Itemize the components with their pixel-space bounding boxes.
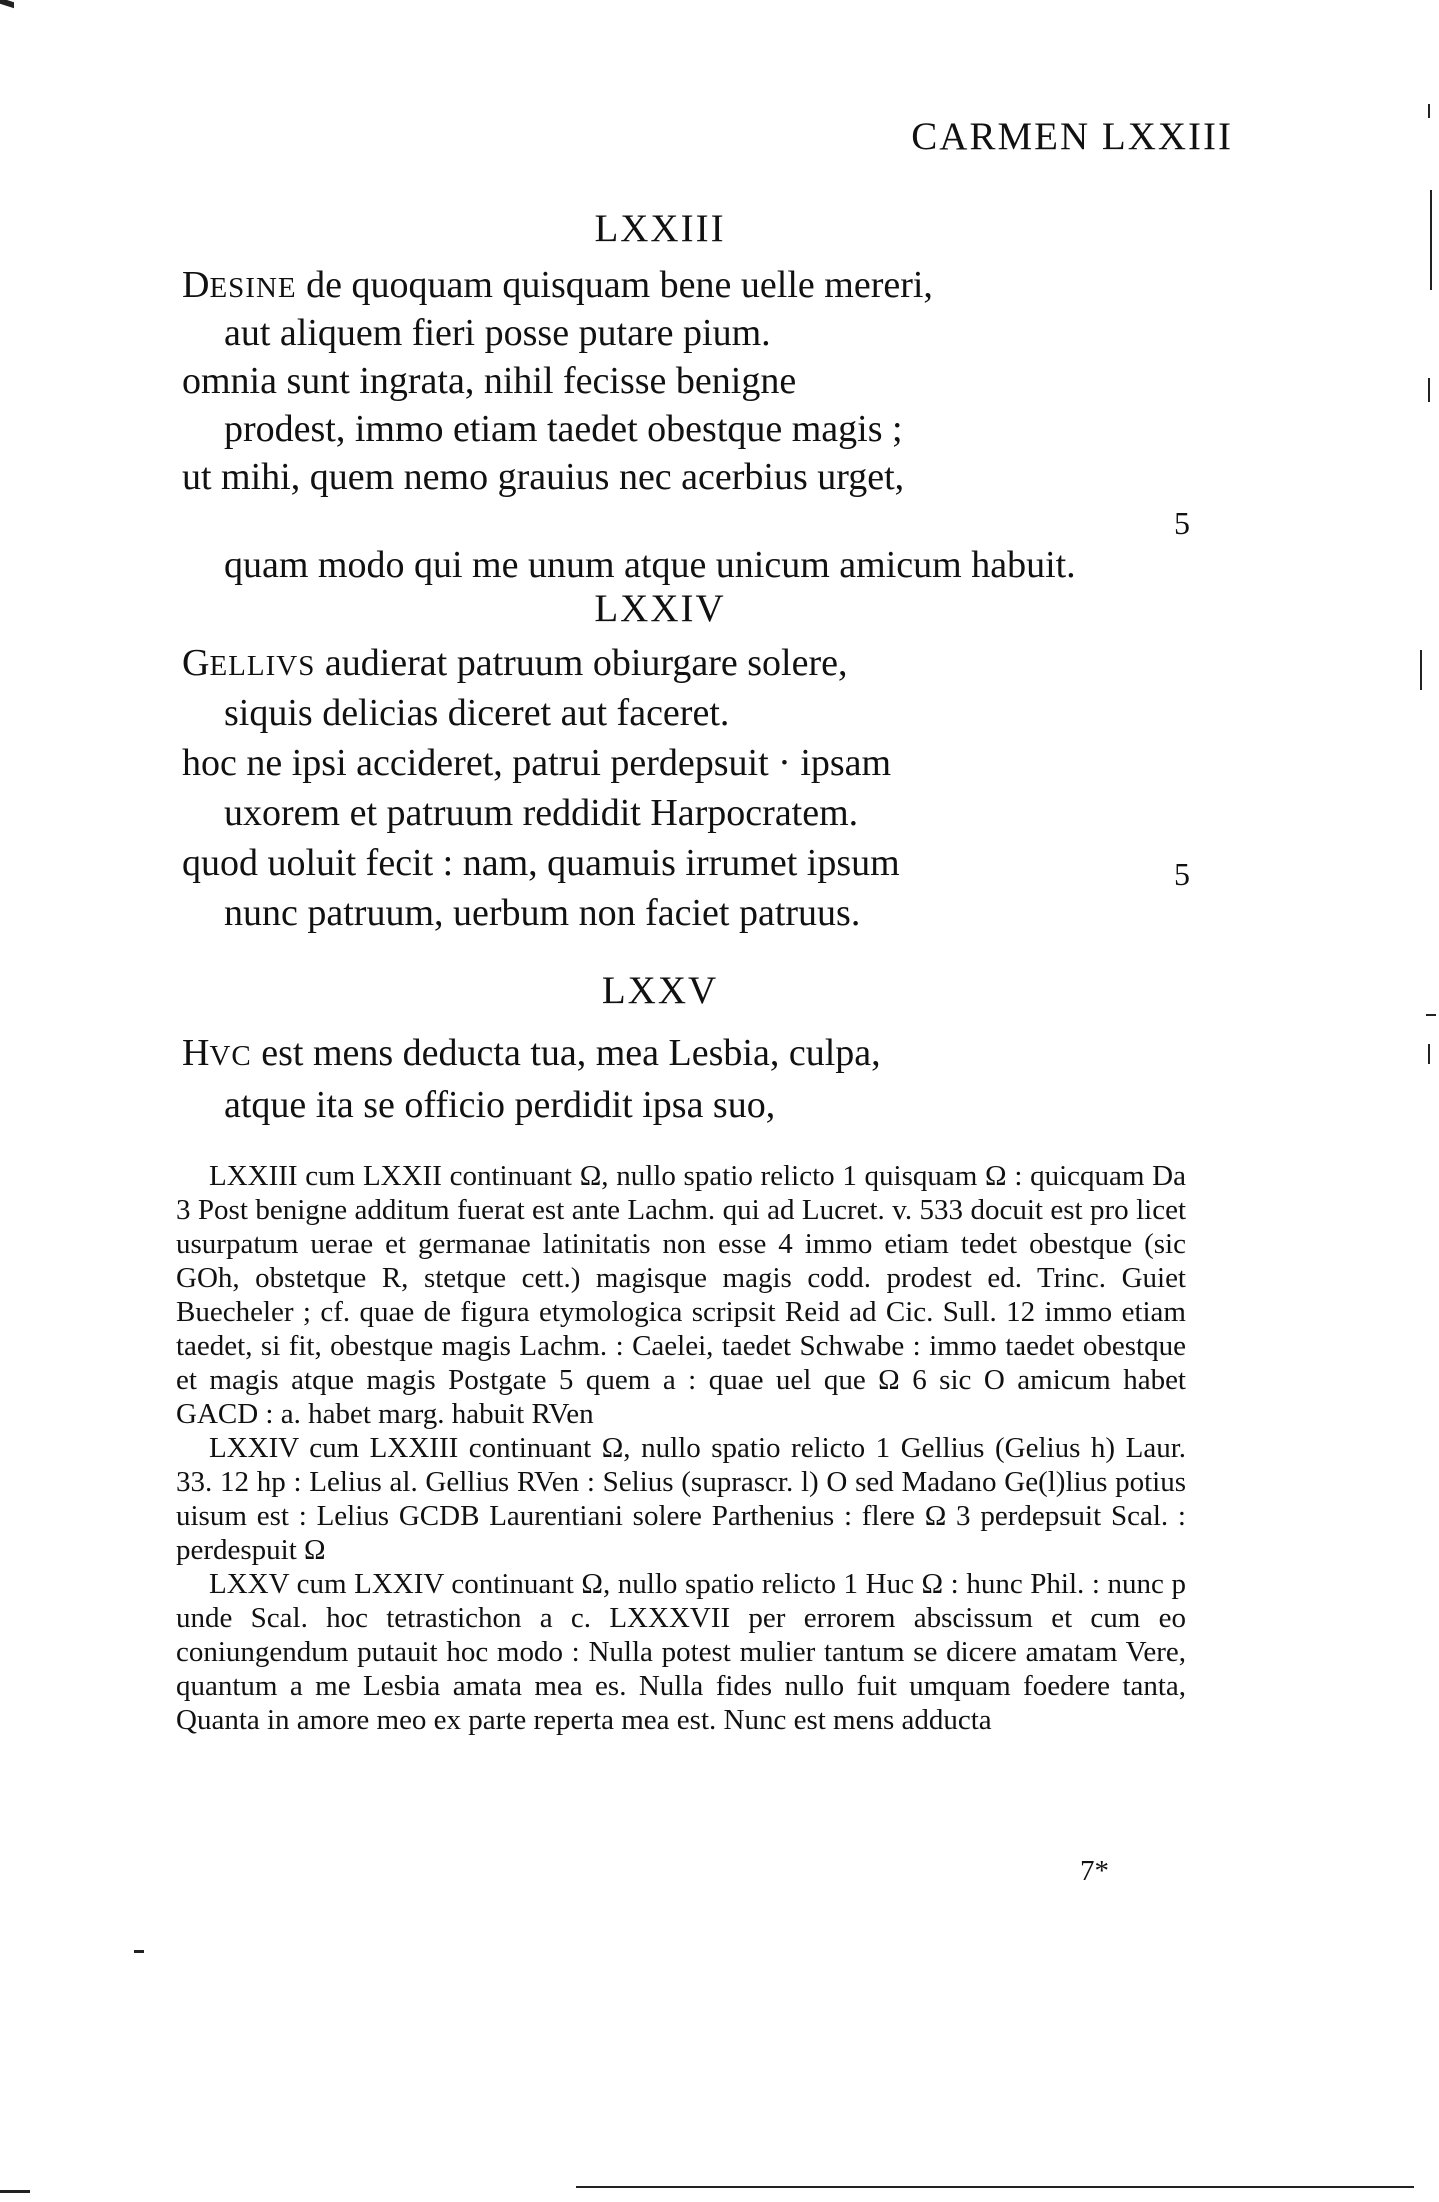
- corner-mark: [0, 0, 14, 8]
- bottom-corner-mark: [0, 2190, 30, 2193]
- verse-line: prodest, immo etiam taedet obestque magis ;: [224, 408, 903, 450]
- apparatus-note-lxxv: LXXV cum LXXIV continuant Ω, nullo spatio relicto 1 Huc Ω : hunc Phil. : nunc p unde Scal. hoc tetrastichon a c. LXXXVII per errorem abscissum et cum eo coniungendum putauit hoc modo : Nulla potest mulier tantum se dicere amatam Vere, quantum a me Lesbia amata mea es. Nulla fides nullo fuit umquam foedere tanta, Quanta in amore meo ex parte reperta mea est. Nunc est mens adducta: [176, 1568, 1186, 1736]
- edge-mark: [1428, 378, 1430, 402]
- edge-mark: [1420, 650, 1422, 690]
- critical-apparatus: [176, 1159, 1186, 1737]
- edge-mark: [1428, 104, 1430, 118]
- small-caps: VC: [209, 1040, 252, 1072]
- verse-line: uxorem et patruum reddidit Harpocratem.: [224, 792, 859, 834]
- apparatus-note-lxxiii: LXXIII cum LXXII continuant Ω, nullo spatio relicto 1 quisquam Ω : quicquam Da 3 Post benigne additum fuerat est ante Lachm. qui ad Lucret. v. 533 docuit est pro licet usurpatum uerae et germanae latinitatis non esse 4 immo etiam tedet obestque (sic GOh, obstetque R, stetque cett.) magisque magis codd. prodest ed. Trinc. Guiet Buecheler ; cf. quae de figura etymologica scripsit Reid ad Cic. Sull. 12 immo etiam taedet, si fit, obestque magis Lachm. : Caelei, taedet Schwabe : immo taedet obestque et magis atque magis Postgate 5 quem a : quae uel que Ω 6 sic O amicum habet GACD : a. habet marg. habuit RVen: [176, 1160, 1186, 1430]
- verse-text: audierat patruum obiurgare solere,: [315, 642, 848, 684]
- edge-mark: [1430, 190, 1432, 290]
- verse-line: nunc patruum, uerbum non faciet patruus.: [224, 892, 861, 934]
- verse-line: atque ita se officio perdidit ipsa suo,: [224, 1084, 776, 1126]
- poem-title-lxxv: LXXV: [601, 969, 719, 1012]
- apparatus-note-lxxiv: LXXIV cum LXXIII continuant Ω, nullo spatio relicto 1 Gellius (Gelius h) Laur. 33. 12 hp : Lelius al. Gellius RVen : Selius (suprascr. l) O sed Madano Ge(l)lius potius uisum est : Lelius GCDB Laurentiani solere Parthenius : flere Ω 3 perdepsuit Scal. : perdespuit Ω: [176, 1432, 1186, 1566]
- verse-line: siquis delicias diceret aut faceret.: [224, 692, 730, 734]
- verse-text: de quoquam quisquam bene uelle mereri,: [296, 264, 933, 306]
- bottom-rule: [576, 2186, 1414, 2188]
- verse-line: [182, 1030, 881, 1080]
- initial-cap: H: [182, 1032, 210, 1074]
- running-title: CARMEN LXXIII: [911, 115, 1233, 158]
- margin-dash: [134, 1950, 144, 1953]
- verse-line: aut aliquem fieri posse putare pium.: [224, 312, 771, 354]
- poem-title-lxxiv: LXXIV: [594, 587, 726, 630]
- verse-text: est mens deducta tua, mea Lesbia, culpa,: [251, 1032, 881, 1074]
- verse-line: quod uoluit fecit : nam, quamuis irrumet ipsum: [182, 842, 900, 884]
- initial-cap: G: [182, 642, 210, 684]
- line-number: 5: [1174, 505, 1190, 541]
- edge-mark: [1426, 1014, 1436, 1016]
- small-caps: ESINE: [209, 272, 297, 304]
- verse-line: [182, 262, 933, 312]
- initial-cap: D: [182, 264, 210, 306]
- edge-mark: [1428, 1044, 1430, 1064]
- poem-title-lxxiii: LXXIII: [594, 207, 726, 250]
- line-number: 5: [1174, 856, 1190, 892]
- verse-line: [182, 640, 847, 690]
- verse-line: ut mihi, quem nemo grauius nec acerbius urget,: [182, 456, 905, 498]
- signature-mark: 7*: [1080, 1855, 1109, 1887]
- verse-line: omnia sunt ingrata, nihil fecisse benigne: [182, 360, 797, 402]
- verse-line: hoc ne ipsi accideret, patrui perdepsuit · ipsam: [182, 742, 892, 784]
- small-caps: ELLIVS: [209, 650, 316, 682]
- verse-line: quam modo qui me unum atque unicum amicum habuit.: [224, 544, 1076, 586]
